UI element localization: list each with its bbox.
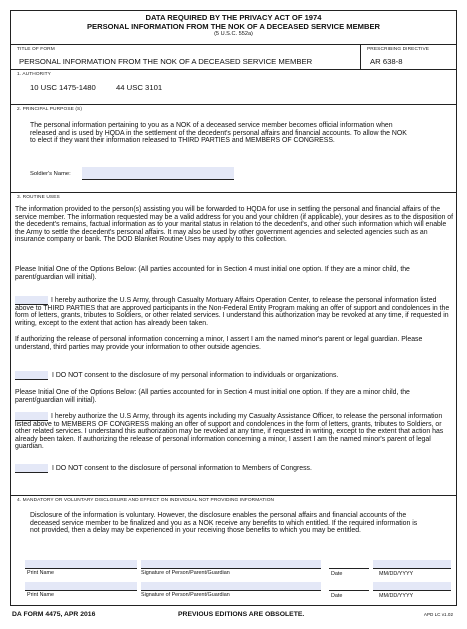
option-third-parties-decline: I DO NOT consent to the disclosure of my personal information to individuals or organizations. <box>52 372 339 379</box>
print-name-label-1: Print Name <box>27 570 54 576</box>
title-of-form-label: TITLE OF FORM <box>17 47 55 52</box>
date-format-1: MM/DD/YYYY <box>379 571 414 577</box>
version-label: APD LC v1.02 <box>423 612 453 617</box>
initial-instruction-1: Please Initial One of the Options Below: (All parties accounted for in Section 4 must initial one option. If they are a minor child, the parent/guardian will initial). <box>15 266 410 281</box>
principal-purpose-text: The personal information pertaining to you as a NOK of a deceased service member becomes official information when released and is used by HQDA in the settlement of the decedent's personal affairs and financial accounts. To allow the NOK to elect if they want their information released to THIRD PARTIES and MEMBERS OF CONGRESS. <box>30 122 407 145</box>
option-congress-decline: I DO NOT consent to the disclosure of personal information to Members of Congress. <box>52 465 312 472</box>
date-format-2: MM/DD/YYYY <box>379 593 414 599</box>
initial-line <box>15 379 48 380</box>
routine-uses-label: 3. ROUTINE USES <box>17 195 60 200</box>
prescribing-directive-label: PRESCRIBING DIRECTIVE <box>367 47 430 52</box>
date-label-2: Date <box>331 593 343 599</box>
initial-field-congress-decline[interactable] <box>15 464 48 472</box>
routine-uses-section <box>10 193 457 496</box>
print-name-label-2: Print Name <box>27 592 54 598</box>
obsolete-notice: PREVIOUS EDITIONS ARE OBSOLETE. <box>178 611 305 618</box>
prescribing-directive-value: AR 638-8 <box>370 57 403 66</box>
authority-value-2: 44 USC 3101 <box>116 83 163 92</box>
signature-line-2 <box>141 590 321 591</box>
routine-uses-intro: The information provided to the person(s) assisting you will be forwarded to HQDA for use in settling the personal and financial affairs of the service member. The information requested may be a valid address for you and your children (if applicable), your desires as to the disposition of the decedent's remains, factual information as to your marital status in relation to the decedent's, and other such information which will enable the Army to settle the decedent's personal affairs. It may also be used by other government agencies and selected agencies such as an insurance company or bank. The DOD Blanket Routine Uses may apply to this collection. <box>15 206 454 244</box>
disclosure-section <box>10 496 457 606</box>
option-congress-authorize: I hereby authorize the U.S Army, through its agents including my Casualty Assistance Officer, to release the personal information listed above to MEMBERS OF CONGRESS making an offer of support and condolences in the form of letters, grants, tributes to Soldiers, or other related services. I understand this authorization may be revoked at any time, if requested in writing, except to the extent that action has already been taken. If authorizing the release of personal information concerning a minor, I assert I am the named minor's parent of legal guardian. <box>15 413 444 451</box>
initial-field-third-parties-decline[interactable] <box>15 371 48 379</box>
print-name-line-1 <box>25 568 137 569</box>
date-line-2 <box>329 590 369 591</box>
form-number: DA FORM 4475, APR 2016 <box>12 611 96 618</box>
header-title: DATA REQUIRED BY THE PRIVACY ACT OF 1974 <box>145 13 322 22</box>
soldier-name-field[interactable] <box>82 167 234 179</box>
header-citation: (5 U.S.C. 552a) <box>214 31 253 37</box>
initial-instruction-2: Please Initial One of the Options Below: (All parties accounted for in Section 4 must initial one option. If they are a minor child, the parent/guardian will initial). <box>15 389 410 404</box>
disclosure-label: 4. MANDATORY OR VOLUNTARY DISCLOSURE AND EFFECT ON INDIVIDUAL NOT PROVIDING INFORMATION <box>17 498 275 503</box>
option-third-parties-minor: If authorizing the release of personal information concerning a minor, I assert I am the named minor's parent or legal guardian. Please understand, third parties may provide your information to other outside agencies. <box>15 336 423 351</box>
option-third-parties-authorize: I hereby authorize the U.S Army, through Casualty Mortuary Affairs Operation Center, to release the personal information listed above to THIRD PARTIES that are approved participants in the Non-Federal Entity Program making an offer of support and condolences in the form of letters, grants, tributes to Soldiers, or other related services. I understand this authorization may be revoked at any time, if requested in writing, except to the extent that action has already been taken. <box>15 297 450 327</box>
header-subtitle: PERSONAL INFORMATION FROM THE NOK OF A DECEASED SERVICE MEMBER <box>86 22 381 31</box>
date-value-line-2 <box>373 590 451 591</box>
soldier-name-underline <box>82 179 234 180</box>
signature-label-2: Signature of Person/Parent/Guardian <box>141 592 230 598</box>
principal-purpose-label: 2. PRINCIPAL PURPOSE (S) <box>17 107 83 112</box>
prescribing-directive-box <box>360 44 457 70</box>
print-name-line-2 <box>25 590 137 591</box>
title-of-form-value: PERSONAL INFORMATION FROM THE NOK OF A DECEASED SERVICE MEMBER <box>19 57 313 66</box>
soldier-name-label: Soldier's Name: <box>30 171 71 177</box>
date-label-1: Date <box>331 571 343 577</box>
disclosure-text: Disclosure of the information is voluntary. However, the disclosure enables the personal affairs and financial accounts of the deceased service member to be finalized and you as a NOK receive any benefits to which entitled. If the required information is not provided, then a delay may be experienced in your receiving those benefits to which you may be entitled. <box>30 512 418 535</box>
authority-value-1: 10 USC 1475-1480 <box>30 83 96 92</box>
signature-label-1: Signature of Person/Parent/Guardian <box>141 570 230 576</box>
date-value-line-1 <box>373 568 451 569</box>
signature-line-1 <box>141 568 321 569</box>
date-line-1 <box>329 568 369 569</box>
title-of-form-box <box>10 44 361 70</box>
form-page <box>10 10 457 619</box>
principal-purpose-section <box>10 105 457 193</box>
authority-label: 1. AUTHORITY <box>17 72 51 77</box>
initial-line <box>15 472 48 473</box>
form-header <box>10 10 457 44</box>
authority-section <box>10 70 457 105</box>
